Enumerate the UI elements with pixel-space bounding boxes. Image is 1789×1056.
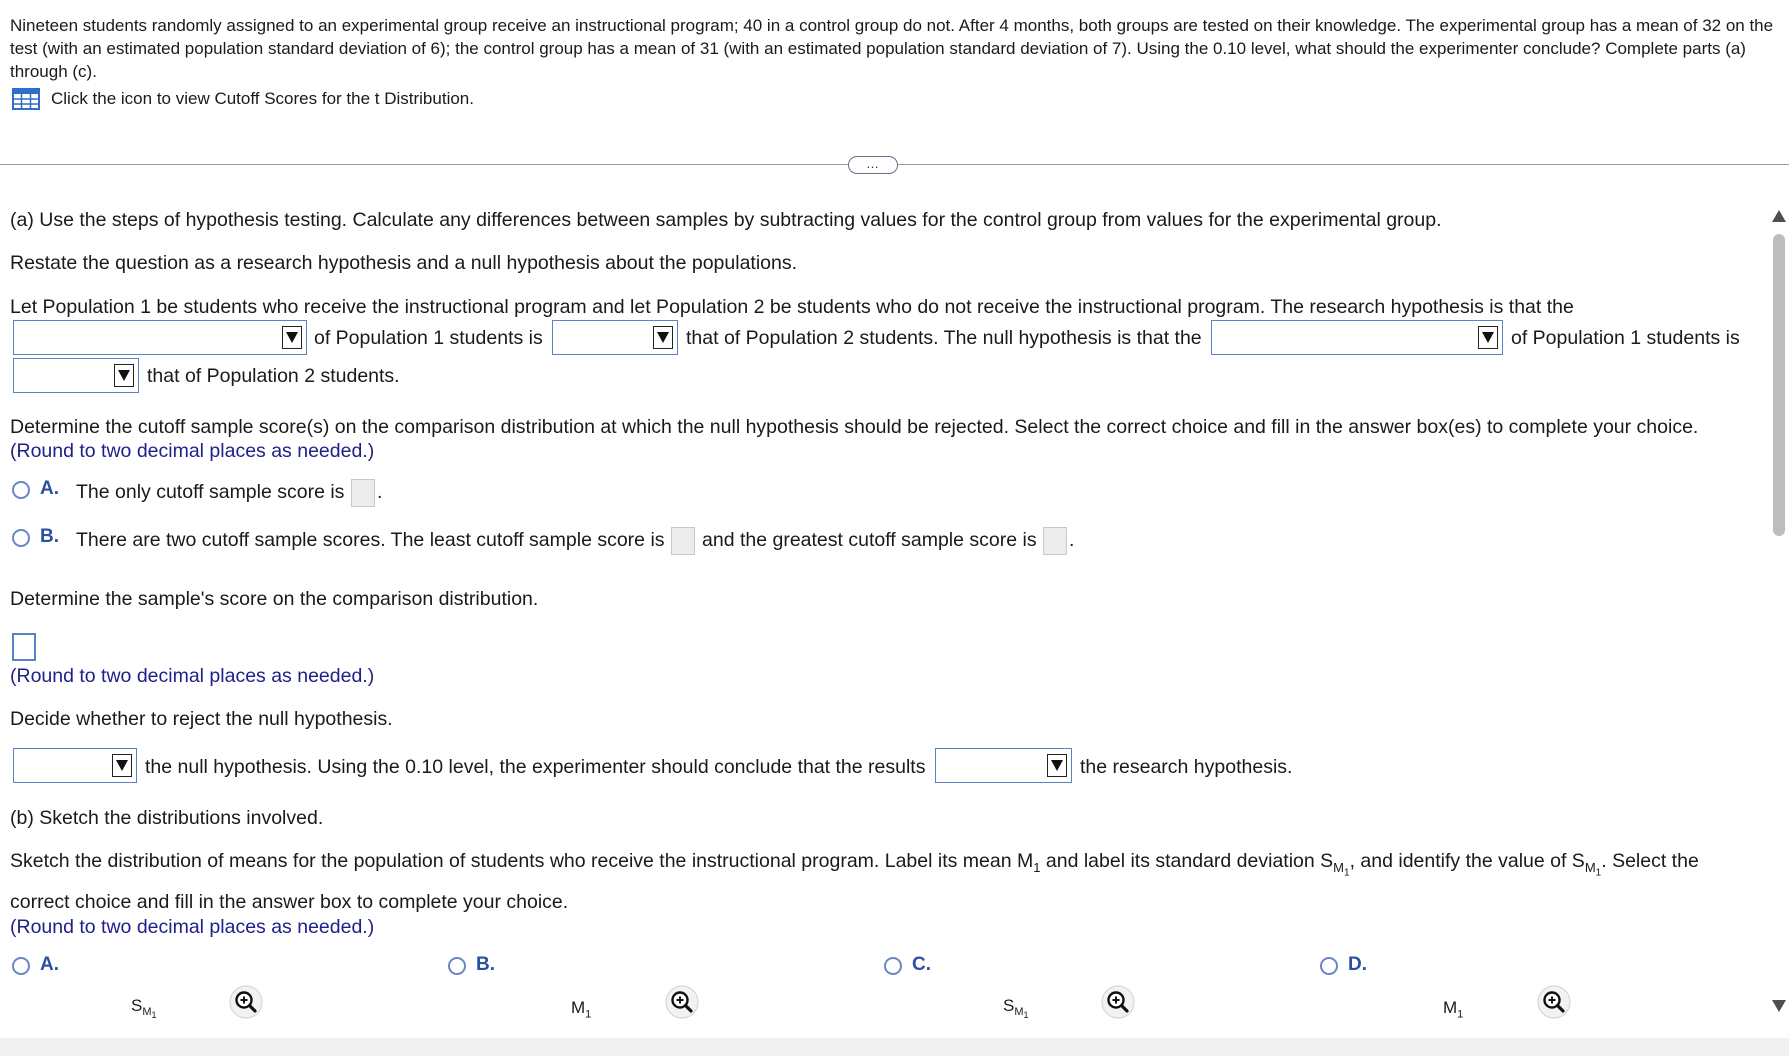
period: . xyxy=(377,481,383,503)
option-a-radio[interactable] xyxy=(12,957,30,975)
round-note-3: (Round to two decimal places as needed.) xyxy=(10,916,375,938)
choice-b-text-2: and the greatest cutoff sample score is xyxy=(702,529,1037,551)
sample-score-question: Determine the sample's score on the comparison distribution. xyxy=(10,588,539,610)
of-pop1-text-b: of Population 1 students is xyxy=(1511,327,1740,349)
null-hypothesis-relation-dropdown[interactable] xyxy=(13,358,139,393)
sketch-instructions: Sketch the distribution of means for the population of students who receive the instructional program. Label its mean $M_1$ and label its standard deviation $S_{M_1}$, and identify the value of $S_{M_1}$. Select the xyxy=(10,850,1699,879)
of-pop1-text: of Population 1 students is xyxy=(314,327,543,349)
choice-a-radio[interactable] xyxy=(12,481,30,499)
null-hypothesis-measure-dropdown[interactable] xyxy=(1211,320,1503,355)
chevron-down-icon xyxy=(282,326,302,349)
choice-a-letter: A. xyxy=(40,478,59,499)
cutoff-scores-link[interactable] xyxy=(12,88,474,110)
choice-a-text: The only cutoff sample score is xyxy=(76,481,345,503)
that-pop2-text: that of Population 2 students. xyxy=(147,365,400,387)
chevron-down-icon xyxy=(114,364,134,387)
round-note-2: (Round to two decimal places as needed.) xyxy=(10,665,375,687)
scroll-up-arrow-icon[interactable] xyxy=(1772,210,1786,222)
choice-b-letter: B. xyxy=(40,526,59,547)
option-b-symbol: $M_1$ xyxy=(571,998,592,1021)
scroll-down-arrow-icon[interactable] xyxy=(1772,1000,1786,1012)
bottom-scroll-area xyxy=(0,1038,1789,1056)
problem-statement: Nineteen students randomly assigned to an experimental group receive an instructional program; 40 in a control group do not. After 4 months, both groups are tested on their knowledge. The experimental group has a mean of 32 on the test (with an estimated population standard deviation of 6); the control group has a mean of 31 (with an estimated population standard deviation of 7). Using the 0.10 level, what should the experimenter conclude? Complete parts (a) through (c). xyxy=(10,16,1774,81)
option-b-letter: B. xyxy=(476,954,495,975)
zoom-in-icon[interactable] xyxy=(1537,985,1571,1019)
part-a-intro: (a) Use the steps of hypothesis testing. Calculate any differences between samples by subtracting values for the control group from values for the experimental group. xyxy=(10,209,1442,231)
cutoff-question: Determine the cutoff sample score(s) on the comparison distribution at which the null hypothesis should be rejected. Select the correct choice and fill in the answer box(es) to complete your choice. xyxy=(10,416,1699,438)
least-cutoff-input[interactable] xyxy=(671,527,695,555)
option-c-letter: C. xyxy=(912,954,931,975)
let-population-text: Let Population 1 be students who receive the instructional program and let Population 2 be students who do not receive the instructional program. The research hypothesis is that the xyxy=(10,296,1574,318)
part-b-title: (b) Sketch the distributions involved. xyxy=(10,807,324,829)
zoom-in-icon[interactable] xyxy=(665,985,699,1019)
option-c-radio[interactable] xyxy=(884,957,902,975)
expand-button[interactable]: … xyxy=(848,156,898,174)
choice-b-text-1: There are two cutoff sample scores. The least cutoff sample score is xyxy=(76,529,665,551)
that-pop2-null-text: that of Population 2 students. The null hypothesis is that the xyxy=(686,327,1202,349)
option-d-radio[interactable] xyxy=(1320,957,1338,975)
table-icon[interactable] xyxy=(12,88,40,110)
sketch-instructions-2: correct choice and fill in the answer box to complete your choice. xyxy=(10,891,569,913)
greatest-cutoff-input[interactable] xyxy=(1043,527,1067,555)
research-hypothesis-relation-dropdown[interactable] xyxy=(552,320,678,355)
zoom-in-icon[interactable] xyxy=(229,985,263,1019)
option-d-symbol: $M_1$ xyxy=(1443,998,1464,1021)
scroll-thumb[interactable] xyxy=(1773,234,1785,536)
restate-text: Restate the question as a research hypothesis and a null hypothesis about the populations. xyxy=(10,252,798,274)
option-c-symbol: $S_{M_1}$ xyxy=(1003,996,1029,1021)
vertical-scrollbar[interactable] xyxy=(1767,166,1789,1038)
round-note: (Round to two decimal places as needed.) xyxy=(10,440,375,462)
decide-text-1: the null hypothesis. Using the 0.10 level, the experimenter should conclude that the results xyxy=(145,756,926,778)
chevron-down-icon xyxy=(1047,754,1067,777)
option-a-symbol: $S_{M_1}$ xyxy=(131,996,157,1021)
period-b: . xyxy=(1069,529,1075,551)
option-a-letter: A. xyxy=(40,954,59,975)
decide-question: Decide whether to reject the null hypothesis. xyxy=(10,708,393,730)
option-d-letter: D. xyxy=(1348,954,1367,975)
question-content xyxy=(0,166,1789,1038)
cutoff-link-text[interactable]: Click the icon to view Cutoff Scores for the t Distribution. xyxy=(51,89,474,108)
sample-score-input[interactable] xyxy=(12,633,36,661)
reject-decision-dropdown[interactable] xyxy=(13,748,137,783)
results-support-dropdown[interactable] xyxy=(935,748,1072,783)
zoom-in-icon[interactable] xyxy=(1101,985,1135,1019)
only-cutoff-input[interactable] xyxy=(351,479,375,507)
decide-text-2: the research hypothesis. xyxy=(1080,756,1293,778)
chevron-down-icon xyxy=(653,326,673,349)
option-b-radio[interactable] xyxy=(448,957,466,975)
chevron-down-icon xyxy=(112,754,132,777)
choice-b-radio[interactable] xyxy=(12,529,30,547)
research-hypothesis-measure-dropdown[interactable] xyxy=(13,320,307,355)
chevron-down-icon xyxy=(1478,326,1498,349)
